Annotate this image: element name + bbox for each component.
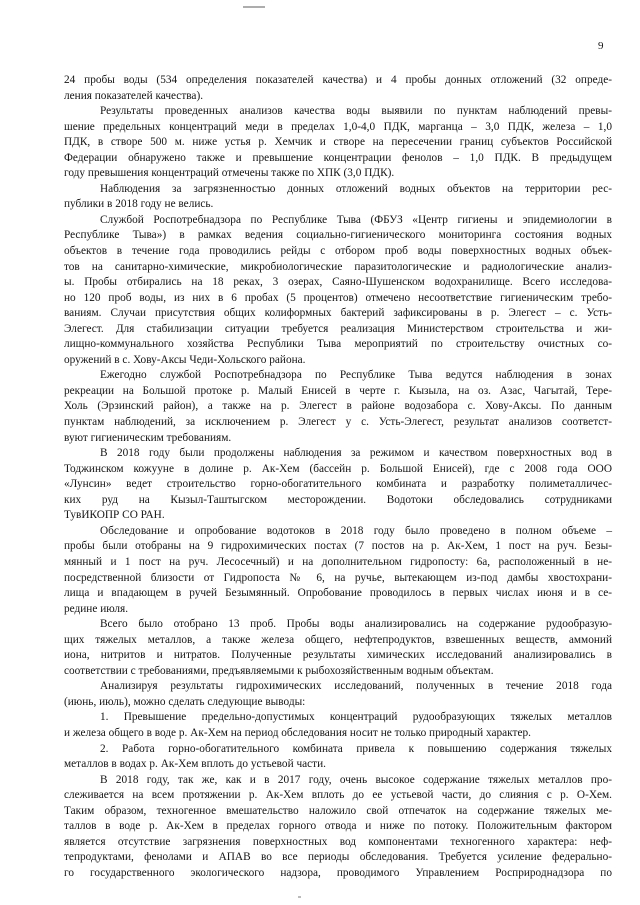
text-line: 24 пробы воды (534 определения показателей качества) и 4 пробы донных отложений (32 опреде-	[64, 74, 612, 86]
text-line: является отсутствие загрязнения поверхностных вод компонентами техногенного характера: неф-	[64, 835, 612, 848]
text-line: посредственной близости от Гидропоста № 6, на ручье, вытекающем из-под дамбы хвостохрани-	[64, 571, 612, 584]
text-line: Анализируя результаты гидрохимических исследований, полученных в течение 2018 года	[100, 680, 612, 693]
text-line: слеживается на всем протяжении р. Ак-Хем вплоть до ее устьевой части, до слияния с р. О-Хем.	[64, 789, 612, 802]
text-line: ления показателей качества).	[64, 89, 204, 102]
paragraph	[64, 710, 612, 741]
text-line: году превышения концентраций отмечены также по ХПК (3,0 ПДК).	[64, 167, 395, 180]
text-line: ких руд на Кызыл-Таштыгском месторождении. Водотоки обследовались сотрудниками	[64, 493, 612, 506]
text-line: го государственного экологического надзора, проводимого Управлением Росприроднадзора по	[64, 866, 612, 879]
text-line: В 2018 году, так же, как и в 2017 году, очень высокое содержание тяжелых металлов про-	[100, 773, 612, 786]
page-number: 9	[598, 40, 604, 52]
text-line: тепродуктами, фенолами и АПАВ во все периоды обследования. Требуется усиление федерально-	[64, 851, 612, 864]
paragraph	[64, 617, 612, 679]
text-line: мянный и 1 пост на руч. Лесосечный) и на дополнительном гидропосту: 6а, расположенный в не-	[64, 555, 612, 568]
text-line: ПДК, в створе 500 м. ниже устья р. Хемчик и створе на пересечении границ субъектов Российской	[64, 136, 612, 149]
text-line: Обследование и опробование водотоков в 2018 году было проведено в полном объеме –	[100, 524, 612, 537]
text-line: публики в 2018 году не велись.	[64, 198, 214, 211]
text-line: лищно-коммунального хозяйства Республики Тыва мероприятий по строительству очистных со-	[64, 338, 612, 351]
text-line: металлов в водах р. Ак-Хем вплоть до устьевой части.	[64, 758, 326, 771]
text-line: ТувИКОПР СО РАН.	[64, 509, 165, 522]
text-line: вуют гигиеническим требованиям.	[64, 431, 232, 444]
text-line: ваниям. Случаи присутствия общих колиформных бактерий зафиксированы в р. Элегест – с. Усть-	[64, 307, 612, 320]
text-line: но 120 проб воды, из них в 6 пробах (5 процентов) отмечено несоответствие гигиеническим требо-	[64, 291, 612, 304]
scan-artifact	[243, 6, 265, 8]
text-line: соответствии с требованиями, предъявляемыми к рыбохозяйственным водным объектам.	[64, 664, 494, 677]
text-line: иона, нитритов и нитратов. Полученные результаты химических исследований анализировались в	[64, 649, 612, 662]
paragraph	[64, 446, 612, 524]
text-line: пробы были отобраны на 9 гидрохимических постах (7 постов на р. Ак-Хем, 1 пост на руч. Безы-	[64, 540, 612, 553]
text-line: Таким образом, техногенное вмешательство наложило свой отпечаток на содержание тяжелых ме-	[64, 804, 612, 817]
body-text	[64, 73, 612, 881]
text-line: редине июля.	[64, 602, 129, 615]
paragraph	[64, 368, 612, 446]
paragraph	[64, 73, 612, 104]
text-line: Наблюдения за загрязненностью донных отложений водных объектов на территории рес-	[100, 182, 612, 195]
text-line: шение предельных концентраций меди в пределах 1,0-4,0 ПДК, марганца – 3,0 ПДК, железа – 1,0	[64, 120, 612, 133]
text-line: Службой Роспотребнадзора по Республике Тыва (ФБУЗ «Центр гигиены и эпидемиологии в	[100, 213, 612, 226]
text-line: 1. Превышение предельно-допустимых концентраций рудообразующих тяжелых металлов	[100, 711, 612, 724]
text-line: объектов в течение года проводились рейды с отбором проб воды поверхностных водных объек-	[64, 245, 612, 258]
text-line: оружений в с. Хову-Аксы Чеди-Хольского района.	[64, 353, 306, 366]
paragraph	[64, 104, 612, 182]
text-line: пунктам наблюдений, за исключением р. Элегест у с. Усть-Элегест, результат анализов соответст-	[64, 416, 612, 429]
text-line: тов на санитарно-химические, микробиологические паразитологические и радиологические анализ-	[64, 260, 612, 273]
text-line: Холь (Эрзинский район), а также на р. Элегест в районе водозабора с. Хову-Аксы. По данным	[64, 400, 612, 413]
text-line: таллов в воде р. Ак-Хем в пределах горного отвода и ниже по потоку. Положительным фактором	[64, 820, 612, 833]
text-line: ы. Пробы отбирались на 18 реках, 3 озерах, Саяно-Шушенском водохранилище. Всего исследова-	[64, 276, 612, 289]
text-line: (июнь, июль), можно сделать следующие выводы:	[64, 695, 306, 708]
text-line: щих тяжелых металлов, а также железа общего, нефтепродуктов, взвешенных веществ, аммоний	[64, 633, 612, 646]
text-line: Федерации обнаружено также и превышение концентрации фенолов – 1,0 ПДК. В предыдущем	[64, 151, 612, 164]
text-line: лища и впадающем в ручей Безымянный. Опробование проводилось в первых числах июня и в се-	[64, 587, 612, 600]
text-line: Всего было отобрано 13 проб. Пробы воды анализировались на содержание рудообразую-	[100, 618, 612, 631]
paragraph	[64, 679, 612, 710]
paragraph	[64, 524, 612, 617]
text-line: Тоджинском кожууне в долине р. Ак-Хем (бассейн р. Большой Енисей), где с 2008 года ООО	[64, 462, 612, 475]
text-line: В 2018 году были продолжены наблюдения за режимом и качеством поверхностных вод в	[100, 447, 612, 460]
paragraph	[64, 213, 612, 368]
text-line: рекреации на Большой протоке р. Малый Енисей в черте г. Кызыла, на оз. Азас, Чагытай, Тере-	[64, 384, 612, 397]
text-line: Ежегодно службой Роспотребнадзора по Республике Тыва ведутся наблюдения в зонах	[100, 369, 612, 382]
text-line: Республике Тыва») в рамках ведения социально-гигиенического мониторинга состояния водных	[64, 229, 612, 242]
text-line: «Лунсин» ведет строительство горно-обогатительного комбината и разработку полиметалличес-	[64, 478, 612, 491]
scan-artifact	[298, 896, 301, 898]
paragraph	[64, 773, 612, 882]
text-line: Результаты проведенных анализов качества воды выявили по пунктам наблюдений превы-	[100, 105, 612, 118]
text-line: 2. Работа горно-обогатительного комбината привела к повышению содержания тяжелых	[100, 742, 612, 755]
text-line: и железа общего в воде р. Ак-Хем на период обследования носит не только природный характер.	[64, 726, 531, 739]
paragraph	[64, 742, 612, 773]
text-line: Элегест. Для стабилизации ситуации требуется реализация Министерством строительства и жи-	[64, 322, 612, 335]
paragraph	[64, 182, 612, 213]
